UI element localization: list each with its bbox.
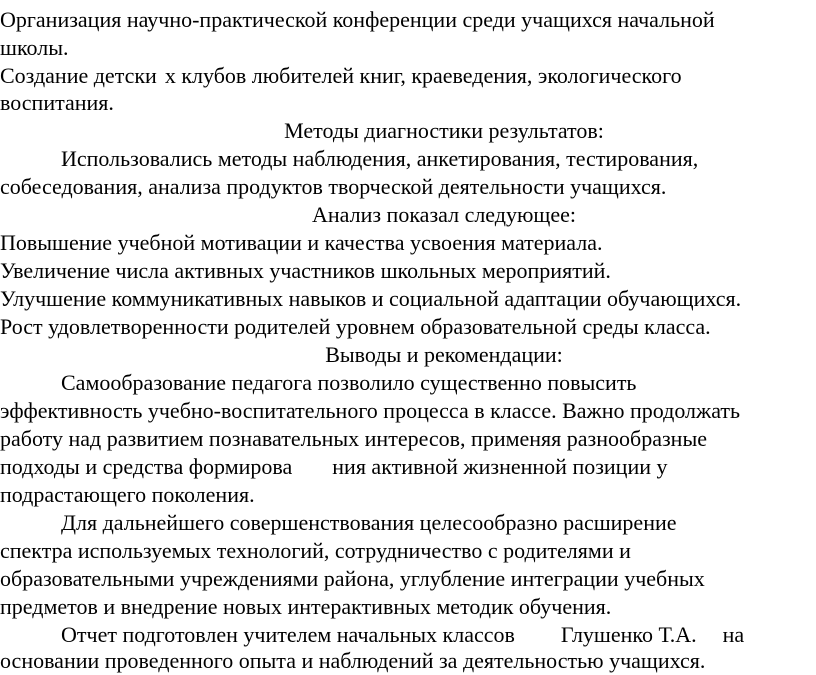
list-item: Улучшение коммуникативных навыков и социальной адаптации обучающихся. xyxy=(0,286,742,311)
text-line: эффективность учебно-воспитательного процесса в классе. Важно продолжать xyxy=(0,398,741,423)
text-line: работу над развитием познавательных интересов, применяя разнообразные xyxy=(0,426,707,451)
text-line: основании проведенного опыта и наблюдений за деятельностью учащихся. xyxy=(0,648,706,673)
text-line: собеседования, анализа продуктов творческой деятельности учащихся. xyxy=(0,174,667,199)
text-line: воспитания. xyxy=(0,90,114,115)
text-line: спектра используемых технологий, сотрудничество с родителями и xyxy=(0,538,631,563)
section-heading: Анализ показал следующее: xyxy=(311,202,576,227)
text-fragment: Отчет подготовлен учителем начальных классов xyxy=(61,622,515,647)
text-fragment: подходы и средства формирова xyxy=(0,454,293,479)
section-heading: Выводы и рекомендации: xyxy=(325,342,563,367)
author-name: Глушенко Т.А. xyxy=(560,622,697,647)
list-item: Повышение учебной мотивации и качества усвоения материала. xyxy=(0,230,603,255)
text-fragment: х клубов любителей книг, краеведения, экологического xyxy=(164,63,682,88)
text-fragment: Создание детски xyxy=(0,63,157,88)
text-line: подрастающего поколения. xyxy=(0,482,255,507)
text-fragment: ния активной жизненной позиции у xyxy=(332,454,668,479)
text-line: Использовались методы наблюдения, анкетирования, тестирования, xyxy=(61,146,699,171)
text-line xyxy=(0,453,668,481)
text-line: предметов и внедрение новых интерактивных методик обучения. xyxy=(0,594,612,619)
text-line xyxy=(61,621,744,649)
list-item: Увеличение числа активных участников школьных мероприятий. xyxy=(0,258,611,283)
text-line: школы. xyxy=(0,35,69,60)
text-fragment: на xyxy=(722,622,745,647)
text-line: Самообразование педагога позволило существенно повысить xyxy=(61,370,637,395)
list-item: Рост удовлетворенности родителей уровнем образовательной среды класса. xyxy=(0,314,711,339)
text-line xyxy=(0,62,682,90)
text-line: Организация научно-практической конференции среди учащихся начальной xyxy=(0,7,715,32)
text-line: Для дальнейшего совершенствования целесообразно расширение xyxy=(61,510,677,535)
text-line: образовательными учреждениями района, углубление интеграции учебных xyxy=(0,566,705,591)
section-heading: Методы диагностики результатов: xyxy=(284,118,604,143)
